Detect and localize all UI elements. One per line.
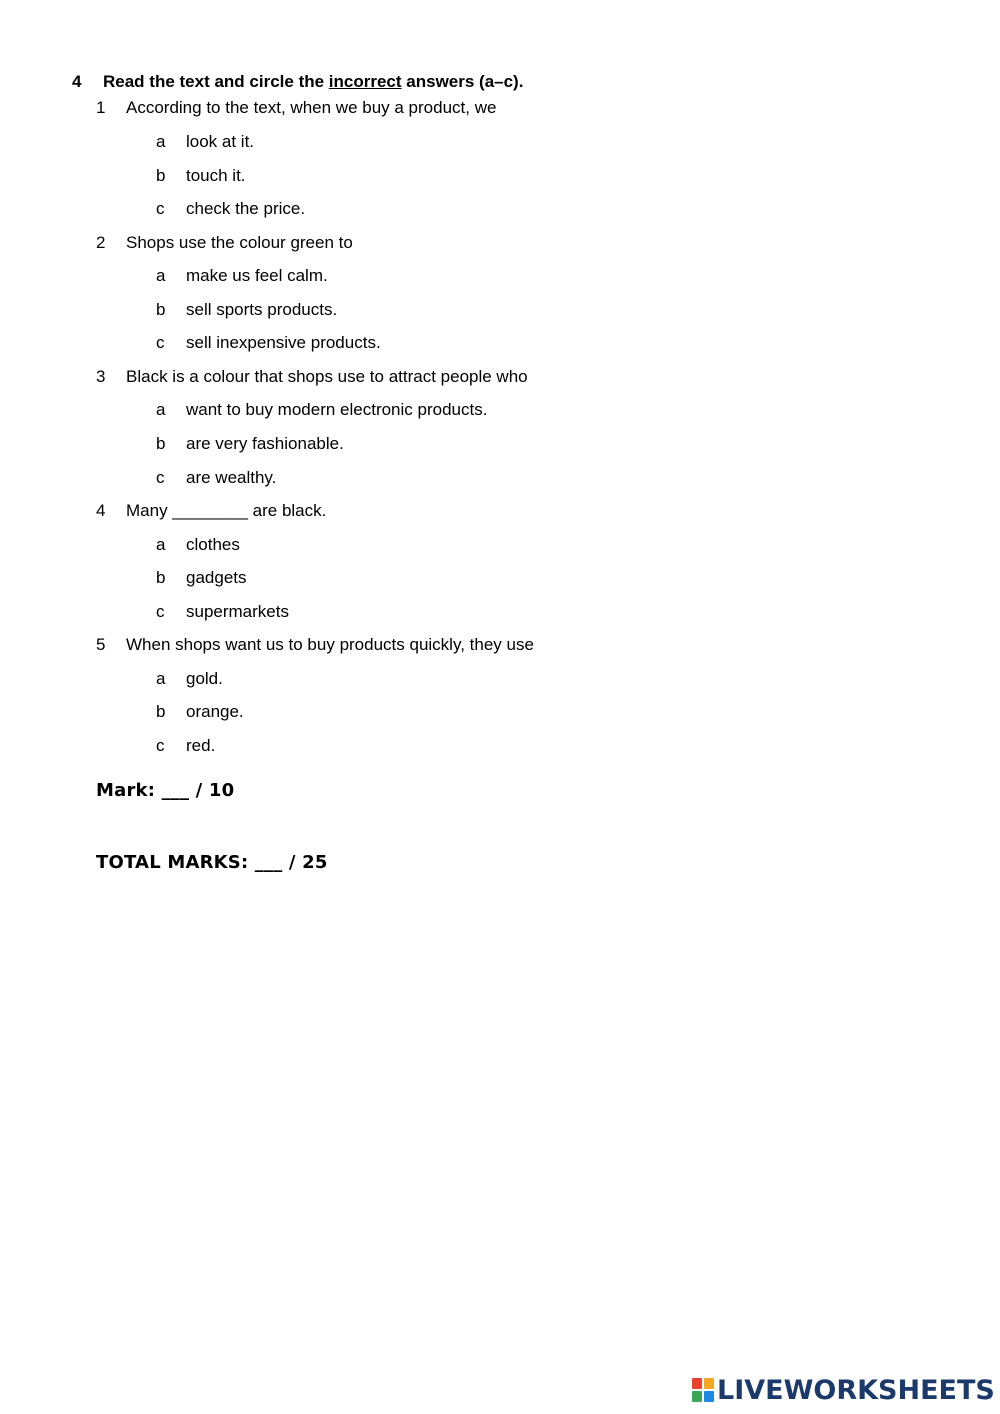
liveworksheets-logo xyxy=(692,1373,995,1407)
question-text: Shops use the colour green to xyxy=(126,233,353,252)
logo-square-green xyxy=(692,1391,702,1402)
option-1a[interactable] xyxy=(156,132,254,152)
question-text: Black is a colour that shops use to attract people who xyxy=(126,367,528,386)
option-3c[interactable] xyxy=(156,468,276,488)
question-2 xyxy=(96,233,353,253)
option-text: touch it. xyxy=(186,166,246,185)
option-5b[interactable] xyxy=(156,702,244,722)
exercise-number: 4 xyxy=(72,72,82,91)
option-text: supermarkets xyxy=(186,602,289,621)
option-1c[interactable] xyxy=(156,199,305,219)
option-2a[interactable] xyxy=(156,266,328,286)
option-text: clothes xyxy=(186,535,240,554)
option-1b[interactable] xyxy=(156,166,246,186)
option-letter: c xyxy=(156,736,165,755)
option-2b[interactable] xyxy=(156,300,337,320)
option-text: gold. xyxy=(186,669,223,688)
option-letter: a xyxy=(156,669,166,688)
question-text: When shops want us to buy products quickly, they use xyxy=(126,635,534,654)
exercise-instruction xyxy=(72,72,523,92)
question-number: 2 xyxy=(96,233,106,252)
option-text: sell sports products. xyxy=(186,300,338,319)
option-letter: c xyxy=(156,199,165,218)
instruction-underlined-word: incorrect xyxy=(328,72,402,91)
question-number: 4 xyxy=(96,501,106,520)
option-text: are wealthy. xyxy=(186,468,277,487)
option-letter: b xyxy=(156,434,166,453)
option-text: check the price. xyxy=(186,199,306,218)
option-letter: c xyxy=(156,468,165,487)
option-letter: a xyxy=(156,266,166,285)
logo-square-blue xyxy=(704,1391,714,1402)
instruction-text-before: Read the text and circle the xyxy=(103,72,329,91)
option-text: make us feel calm. xyxy=(186,266,328,285)
option-letter: a xyxy=(156,132,166,151)
question-1 xyxy=(96,98,496,118)
option-2c[interactable] xyxy=(156,333,381,353)
option-letter: b xyxy=(156,300,166,319)
option-letter: a xyxy=(156,400,166,419)
option-text: gadgets xyxy=(186,568,247,587)
question-number: 5 xyxy=(96,635,106,654)
question-text: According to the text, when we buy a product, we xyxy=(126,98,497,117)
option-letter: c xyxy=(156,333,165,352)
option-3b[interactable] xyxy=(156,434,344,454)
option-text: look at it. xyxy=(186,132,255,151)
option-letter: a xyxy=(156,535,166,554)
question-number: 3 xyxy=(96,367,106,386)
logo-text: LIVEWORKSHEETS xyxy=(717,1374,995,1406)
option-letter: c xyxy=(156,602,165,621)
logo-square-orange xyxy=(704,1378,714,1389)
option-text: sell inexpensive products. xyxy=(186,333,381,352)
logo-square-red xyxy=(692,1378,702,1389)
total-marks: TOTAL MARKS: ___ / 25 xyxy=(96,852,328,873)
section-mark: Mark: ___ / 10 xyxy=(96,780,235,801)
question-3 xyxy=(96,367,528,387)
option-3a[interactable] xyxy=(156,400,487,420)
option-4b[interactable] xyxy=(156,568,247,588)
option-letter: b xyxy=(156,166,166,185)
option-letter: b xyxy=(156,702,166,721)
option-text: red. xyxy=(186,736,216,755)
option-text: orange. xyxy=(186,702,244,721)
logo-grid-icon xyxy=(692,1378,714,1402)
option-5a[interactable] xyxy=(156,669,223,689)
option-4c[interactable] xyxy=(156,602,289,622)
question-text: Many ________ are black. xyxy=(126,501,327,520)
option-4a[interactable] xyxy=(156,535,240,555)
question-5 xyxy=(96,635,534,655)
question-number: 1 xyxy=(96,98,106,117)
option-text: are very fashionable. xyxy=(186,434,344,453)
option-5c[interactable] xyxy=(156,736,215,756)
option-letter: b xyxy=(156,568,166,587)
option-text: want to buy modern electronic products. xyxy=(186,400,488,419)
instruction-text-after: answers (a–c). xyxy=(401,72,524,91)
question-4 xyxy=(96,501,326,521)
